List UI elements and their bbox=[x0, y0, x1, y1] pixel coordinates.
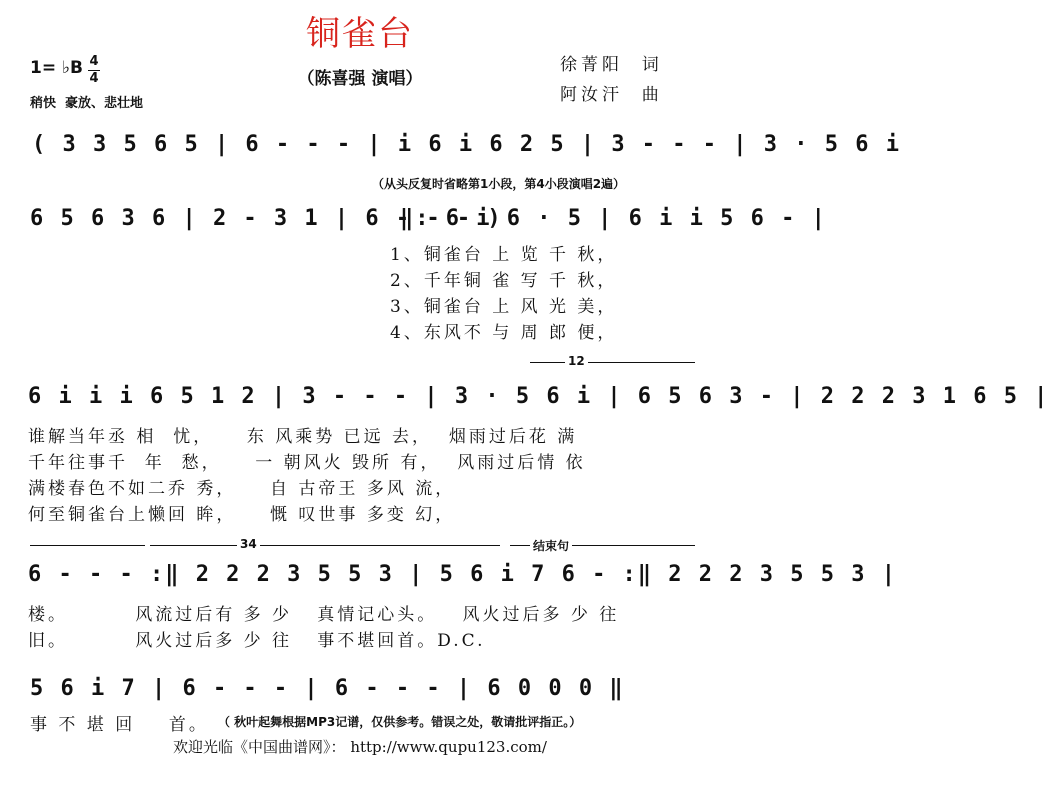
ending-label: 结束句 bbox=[530, 537, 572, 554]
verse-lyric-2: 2、千年铜 雀 写 千 秋， bbox=[390, 271, 618, 291]
time-signature-bottom: 4 bbox=[89, 71, 99, 86]
lyric-line-3c: 满楼春色不如二乔 秀， 自 古帝王 多风 流， bbox=[28, 479, 456, 499]
verse-lyric-3: 3、铜雀台 上 风 光 美， bbox=[390, 297, 618, 317]
volta-label-12: 12 bbox=[565, 354, 588, 368]
lyric-line-4b: 旧。 风火过后多 少 往 事不堪回首。D.C. bbox=[28, 631, 486, 651]
time-signature bbox=[88, 55, 100, 86]
score-line-2-intro: 6 5 6 3 6 | 2 - 3 1 | 6 - - - ) bbox=[30, 206, 503, 231]
score-line-1: ( 3 3 5 6 5 | 6 - - - | i 6 i 6 2 5 | 3 - - - | 3 · 5 6 i bbox=[32, 132, 901, 157]
lyric-line-5: 事 不 堪 回 首。 bbox=[30, 715, 209, 735]
verse-lyric-4: 4、东风不 与 周 郎 便， bbox=[390, 323, 618, 343]
tempo-marking: 稍快 豪放、悲壮地 bbox=[30, 96, 144, 111]
volta-bracket-1 bbox=[530, 362, 695, 363]
volta-bracket-3 bbox=[150, 545, 500, 546]
lyricist-credit: 徐菁阳 词 bbox=[560, 55, 663, 75]
repeat-instruction: （从头反复时省略第1小段，第4小段演唱2遍） bbox=[372, 177, 626, 191]
key-signature: 1= ♭B bbox=[30, 58, 83, 78]
volta-label-34: 34 bbox=[237, 537, 260, 551]
song-title: 铜雀台 bbox=[306, 14, 414, 54]
composer-credit: 阿汝汗 曲 bbox=[560, 85, 663, 105]
lyric-line-4a: 楼。 风流过后有 多 少 真情记心头。 风火过后多 少 往 bbox=[28, 605, 620, 625]
volta-bracket-2 bbox=[30, 545, 145, 546]
score-line-5: 5 6 i 7 | 6 - - - | 6 - - - | 6 0 0 0 ‖ bbox=[30, 676, 625, 701]
score-line-2-verse: ‖: 6 i 6 · 5 | 6 i i 5 6 - | bbox=[400, 206, 827, 231]
transcription-note: （ 秋叶起舞根据MP3记谱，仅供参考。错误之处，敬请批评指正。） bbox=[218, 715, 582, 729]
lyric-line-3a: 谁解当年丞 相 忧， 东 风乘势 已远 去， 烟雨过后花 满 bbox=[28, 427, 578, 447]
performer-credit: （陈喜强 演唱） bbox=[297, 69, 423, 89]
time-signature-top: 4 bbox=[89, 54, 99, 69]
lyric-line-3d: 何至铜雀台上懒回 眸， 慨 叹世事 多变 幻， bbox=[28, 505, 456, 525]
score-line-4: 6 - - - :‖ 2 2 2 3 5 5 3 | 5 6 i 7 6 - :‖ 2 2 2 3 5 5 3 | bbox=[28, 562, 897, 587]
verse-lyric-1: 1、铜雀台 上 览 千 秋， bbox=[390, 245, 618, 265]
site-footer: 欢迎光临《中国曲谱网》： http://www.qupu123.com/ bbox=[173, 738, 547, 756]
score-line-3: 6 i i i 6 5 1 2 | 3 - - - | 3 · 5 6 i | 6 5 6 3 - | 2 2 2 3 1 6 5 | bbox=[28, 384, 1049, 409]
lyric-line-3b: 千年往事千 年 愁， 一 朝风火 毁所 有， 风雨过后情 依 bbox=[28, 453, 586, 473]
